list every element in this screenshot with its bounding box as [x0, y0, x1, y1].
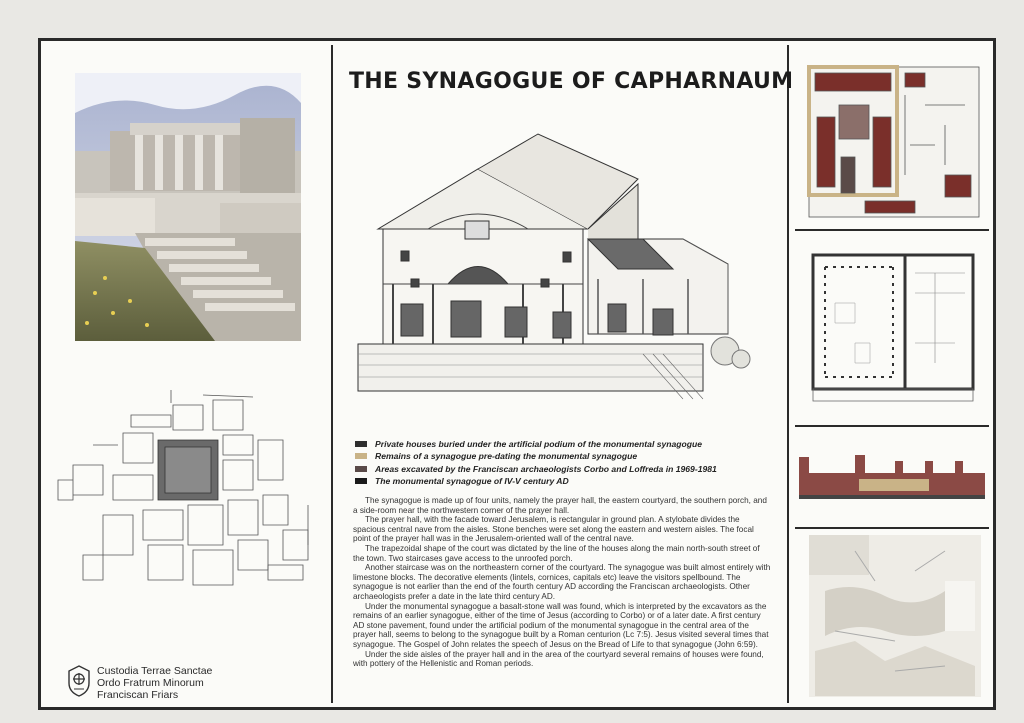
paragraph: Another staircase was on the northeastern corner of the courtyard. The synagogue was built almost entirely with limestone blocks. The decorative elements (lintels, cornices, capitals etc) leave the visitors spellbound. The synagogue is not earlier than the end of the fourth century AD according the Franciscan archaeologists. Other archaeologists prefer a date in the late third century AD. [353, 563, 771, 601]
center-panel [331, 45, 794, 703]
legend-item [355, 476, 785, 488]
ruins-photo [75, 73, 301, 341]
town-site-plan [53, 385, 323, 595]
section-drawing [795, 429, 989, 529]
legend-label: Remains of a synagogue pre-dating the monumental synagogue [375, 451, 638, 462]
ground-plan-drawing [795, 233, 989, 427]
legend-item [355, 451, 785, 463]
paragraph: The prayer hall, with the facade toward Jerusalem, is rectangular in ground plan. A stylobate divides the spacious central nave from the aisles. Stone benches were set along the eastern and western aisles. The focal point of the prayer hall was in the Jerusalem-oriented wall of the central nave. [353, 515, 754, 544]
information-board [38, 38, 996, 710]
left-panel [45, 45, 327, 703]
legend-swatch [355, 478, 367, 484]
right-panel [793, 45, 991, 703]
logo-line-1: Custodia Terrae Sanctae [97, 665, 213, 677]
legend-label: The monumental synagogue of IV-V century AD [375, 476, 569, 487]
franciscan-emblem-icon [67, 665, 91, 701]
excavation-photo [795, 531, 989, 703]
legend-swatch [355, 441, 367, 447]
paragraph: The trapezoidal shape of the court was dictated by the line of the houses along the main north-south street of the town. Two staircases gave access to the unroofed porch. [353, 543, 760, 563]
synagogue-reconstruction-drawing [353, 129, 773, 411]
legend-label: Areas excavated by the Franciscan archaeologists Corbo and Loffreda in 1969-1981 [375, 463, 717, 474]
legend-swatch [355, 466, 367, 472]
legend-swatch [355, 453, 367, 459]
legend-label: Private houses buried under the artificial podium of the monumental synagogue [375, 438, 703, 449]
paragraph: The synagogue is made up of four units, namely the prayer hall, the eastern courtyard, the southern porch, and a side-room near the northwestern corner of the prayer hall. [353, 496, 767, 515]
colored-ground-plan [795, 45, 989, 231]
page-title: THE SYNAGOGUE OF CAPHARNAUM [349, 69, 794, 94]
paragraph: Under the side aisles of the prayer hall and in the area of the courtyard several remains of houses were found, with pottery of the Hellenistic and Roman periods. [353, 649, 764, 669]
logo-line-2: Ordo Fratrum Minorum [97, 677, 204, 689]
legend [355, 438, 785, 488]
legend-item [355, 463, 785, 475]
logo-line-3: Franciscan Friars [97, 689, 179, 701]
legend-item [355, 438, 785, 450]
custodia-logo [67, 665, 212, 701]
description-text [353, 496, 773, 669]
paragraph: Under the monumental synagogue a basalt-stone wall was found, which is interpreted by the excavators as the remains of an earlier synagogue, either of the time of Jesus (according to Corbo) or of a later date. A first century AD stone pavement, found under the artificial podium of the monumental synagogue in the central area of the prayer hall, seems to belong to the synagogue built by a Roman centurion (Lc 7:5). Jesus visited several times that synagogue. The Gospel of John relates the speech of Jesus on the Bread of Life to that synagogue (John 6:59). [353, 601, 769, 649]
